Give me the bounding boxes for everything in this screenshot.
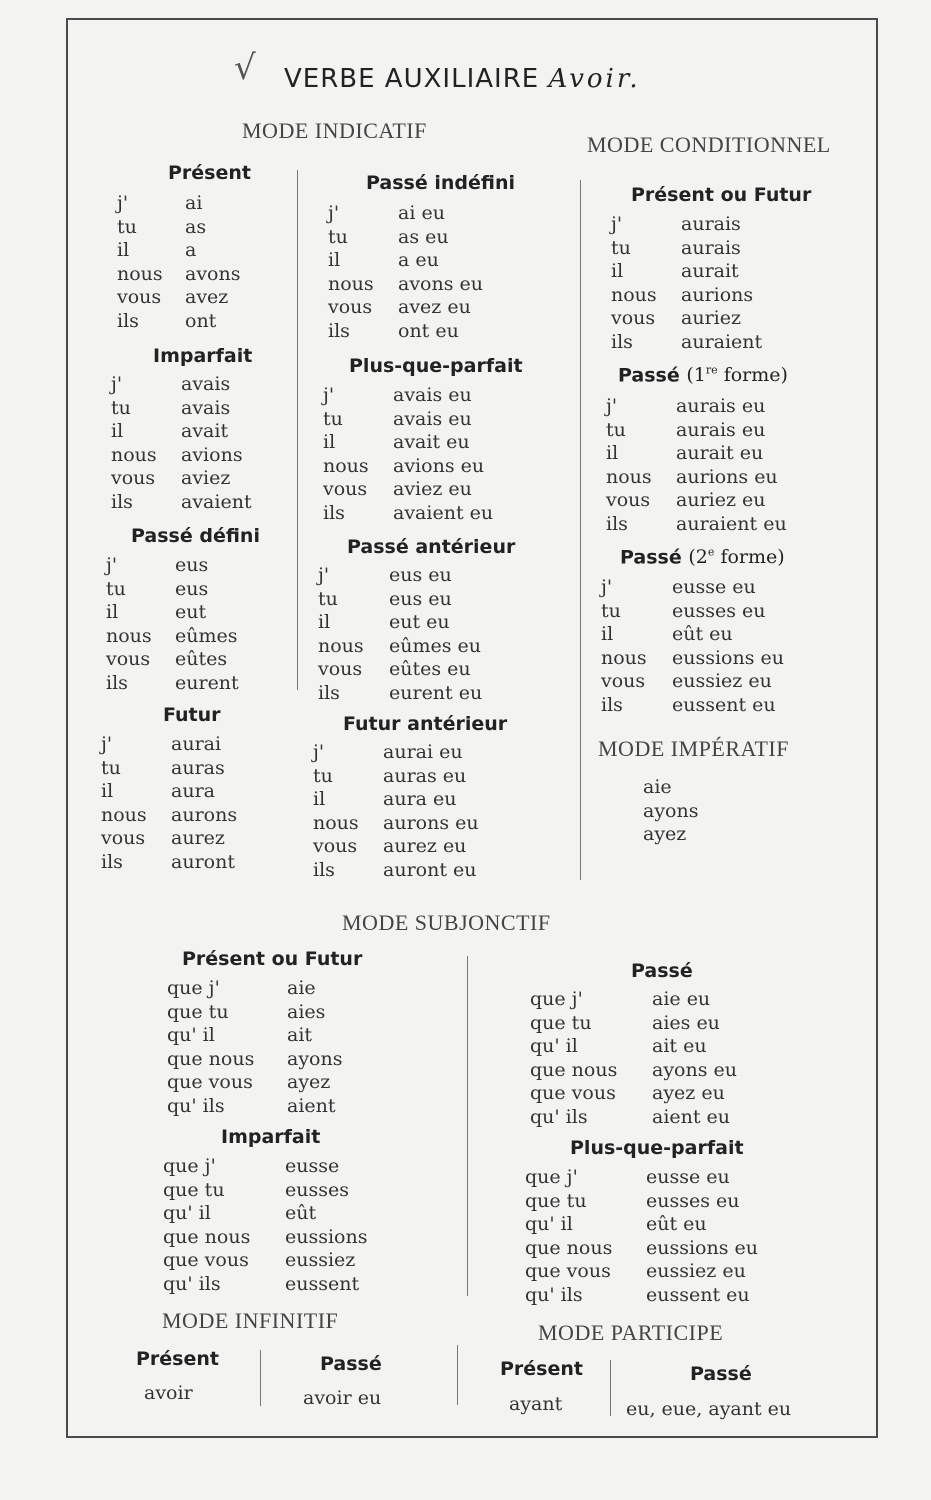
pronoun: tu — [117, 215, 137, 238]
verb-form: avais — [181, 373, 231, 395]
verb-form: eusse — [285, 1155, 340, 1177]
pronoun: que vous — [167, 1071, 253, 1093]
verb-form: eûtes eu — [389, 658, 471, 680]
tense-form-label: (1re forme) — [686, 364, 788, 387]
pronoun: tu — [101, 756, 121, 779]
pronoun: que j' — [167, 977, 220, 999]
divider — [580, 180, 581, 880]
verb-form: avions eu — [393, 454, 485, 477]
tense-cond-passe2 — [620, 546, 785, 568]
tense-plus-que-parfait: Plus-que-parfait — [349, 355, 523, 377]
pronoun: nous — [101, 803, 147, 826]
verb-form: avais eu — [393, 384, 472, 406]
pronoun: vous — [601, 670, 646, 692]
mode-subjonctif: MODE SUBJONCTIF — [342, 910, 551, 935]
verb-form: ont eu — [398, 319, 459, 342]
tense-subj-imparfait: Imparfait — [221, 1126, 321, 1148]
verb-form: aurions eu — [676, 465, 778, 488]
verb-form: eussiez eu — [672, 670, 772, 692]
pronoun: que nous — [163, 1225, 251, 1248]
pronoun: que j' — [163, 1155, 216, 1177]
verb-form: avons — [185, 262, 241, 285]
verb-form: aies — [287, 1000, 326, 1023]
pronoun: nous — [318, 634, 364, 657]
pronoun: vous — [117, 286, 162, 308]
verb-form: avions — [181, 443, 243, 466]
title-text: VERBE AUXILIAIRE — [284, 64, 540, 94]
pronoun: il — [601, 623, 614, 645]
verb-form: eussent eu — [646, 1283, 750, 1306]
pronoun: ils — [117, 309, 139, 332]
pronoun: tu — [111, 396, 131, 419]
pronoun: j' — [323, 384, 335, 406]
verb-form: eut eu — [389, 611, 450, 633]
verb-form: ayez — [287, 1071, 331, 1093]
pronoun: il — [606, 442, 619, 464]
verb-form: eussiez — [285, 1249, 356, 1271]
tense-subj-passe: Passé — [631, 960, 693, 982]
verb-form: aie — [287, 977, 316, 999]
pronoun: nous — [611, 283, 657, 306]
verb-form: aient — [287, 1094, 336, 1117]
pronoun: vous — [313, 835, 358, 857]
verb-form: eusse eu — [672, 576, 756, 598]
verb-form: eurent — [175, 671, 239, 694]
pronoun: il — [328, 249, 341, 271]
pronoun: que tu — [163, 1178, 225, 1201]
pronoun: que tu — [530, 1011, 592, 1034]
verb-form: aurez — [171, 827, 225, 849]
verb-form: a — [185, 239, 197, 261]
pronoun: vous — [106, 648, 151, 670]
verb-form: auriez — [681, 307, 741, 329]
tense-part-present: Présent — [500, 1358, 583, 1380]
verb-form: eussions eu — [672, 646, 785, 669]
divider — [260, 1350, 261, 1406]
pronoun: j' — [606, 395, 618, 417]
pronoun: ils — [323, 501, 345, 524]
verb-form: aviez — [181, 467, 231, 489]
verb-form: aurais eu — [676, 418, 766, 441]
mode-infinitif: MODE INFINITIF — [162, 1308, 339, 1333]
verb-form: ai — [185, 192, 203, 214]
verb-form: auriez eu — [676, 489, 766, 511]
pronoun: j' — [106, 554, 118, 576]
verb-form: aurez eu — [383, 835, 467, 857]
verb-form: eus — [175, 554, 209, 576]
pronoun: que vous — [525, 1260, 611, 1282]
verb-form: aurait — [681, 260, 739, 282]
tense-cond-passe1 — [618, 364, 788, 386]
verb-form: aurai eu — [383, 741, 463, 763]
pronoun: ils — [601, 693, 623, 716]
divider — [457, 1345, 458, 1405]
pronoun: nous — [606, 465, 652, 488]
verb-form: eussent — [285, 1272, 360, 1295]
verb-form: ont — [185, 309, 217, 332]
verb-form: aurait eu — [676, 442, 764, 464]
pronoun: tu — [318, 587, 338, 610]
pronoun: nous — [328, 272, 374, 295]
verb-form: eûmes eu — [389, 634, 482, 657]
tense-label: Passé — [618, 364, 680, 387]
pronoun: que tu — [525, 1189, 587, 1212]
pronoun: vous — [323, 478, 368, 500]
verb-form: aurons eu — [383, 811, 479, 834]
pronoun: que nous — [525, 1236, 613, 1259]
pronoun: vous — [606, 489, 651, 511]
pronoun: que j' — [530, 988, 583, 1010]
verb-form: a eu — [398, 249, 439, 271]
tense-form-label: (2e forme) — [688, 546, 785, 569]
tense-futur: Futur — [163, 704, 221, 726]
pronoun: qu' ils — [163, 1272, 221, 1295]
participe-passe: eu, eue, ayant eu — [626, 1398, 792, 1420]
pronoun: il — [611, 260, 624, 282]
verb-form: aurais eu — [676, 395, 766, 417]
tense-label: Passé — [620, 546, 682, 569]
pronoun: qu' ils — [530, 1105, 588, 1128]
pronoun: qu' ils — [167, 1094, 225, 1117]
verb-form: eussiez eu — [646, 1260, 746, 1282]
pronoun: tu — [328, 225, 348, 248]
verb-form: eusses eu — [672, 599, 766, 622]
verb-form: eusse eu — [646, 1166, 730, 1188]
pronoun: j' — [328, 202, 340, 224]
pronoun: nous — [323, 454, 369, 477]
tense-subj-present: Présent ou Futur — [182, 948, 363, 970]
pronoun: j' — [318, 564, 330, 586]
verb-form: eus eu — [389, 587, 452, 610]
imperatif-list — [643, 776, 699, 847]
pronoun: vous — [101, 827, 146, 849]
verb-form: auront eu — [383, 858, 477, 881]
pronoun: qu' il — [530, 1035, 578, 1057]
pronoun: il — [323, 431, 336, 453]
verb-form: avais eu — [393, 407, 472, 430]
tense-present: Présent — [168, 162, 251, 184]
pronoun: ils — [611, 330, 633, 353]
pronoun: j' — [117, 192, 129, 214]
verb-form: eus — [175, 577, 209, 600]
tense-inf-passe: Passé — [320, 1353, 382, 1375]
verb-form: eussions eu — [646, 1236, 759, 1259]
verb-form: aie eu — [652, 988, 711, 1010]
imperatif-item: ayez — [643, 823, 687, 845]
verb-form: as — [185, 215, 207, 238]
pronoun: nous — [106, 624, 152, 647]
pronoun: il — [111, 420, 124, 442]
infinitif-passe: avoir eu — [303, 1387, 382, 1409]
pronoun: tu — [106, 577, 126, 600]
check-mark-icon: √ — [234, 48, 256, 88]
verb-form: ayez eu — [652, 1082, 725, 1104]
pronoun: que vous — [530, 1082, 616, 1104]
verb-form: auraient eu — [676, 512, 787, 535]
verb-form: ait — [287, 1024, 313, 1046]
tense-passe-defini: Passé défini — [131, 525, 260, 547]
divider — [297, 170, 298, 690]
pronoun: il — [313, 788, 326, 810]
pronoun: qu' il — [525, 1213, 573, 1235]
pronoun: ils — [606, 512, 628, 535]
verb-form: eus eu — [389, 564, 452, 586]
pronoun: qu' ils — [525, 1283, 583, 1306]
verb-form: avais — [181, 396, 231, 419]
verb-form: avez — [185, 286, 229, 308]
pronoun: ils — [313, 858, 335, 881]
verb-form: eussions — [285, 1225, 368, 1248]
verb-form: aura — [171, 780, 215, 802]
pronoun: tu — [601, 599, 621, 622]
tense-subj-plus-que-parfait: Plus-que-parfait — [570, 1137, 744, 1159]
verb-form: eûmes — [175, 624, 238, 647]
verb-form: eût eu — [672, 623, 733, 645]
pronoun: vous — [318, 658, 363, 680]
verb-form: aurais — [681, 213, 741, 235]
verb-form: aura eu — [383, 788, 457, 810]
verb-form: aurai — [171, 733, 222, 755]
page-title — [284, 64, 641, 94]
tense-part-passe: Passé — [690, 1363, 752, 1385]
verb-form: aviez eu — [393, 478, 472, 500]
pronoun: nous — [111, 443, 157, 466]
pronoun: vous — [111, 467, 156, 489]
verb-form: eût eu — [646, 1213, 707, 1235]
pronoun: j' — [111, 373, 123, 395]
pronoun: il — [101, 780, 114, 802]
verb-form: avait eu — [393, 431, 470, 453]
pronoun: que tu — [167, 1000, 229, 1023]
pronoun: tu — [611, 236, 631, 259]
tense-inf-present: Présent — [136, 1348, 219, 1370]
participe-present: ayant — [509, 1393, 563, 1415]
verb-form: eussent eu — [672, 693, 776, 716]
verb-form: ayons — [287, 1047, 343, 1070]
verb-form: as eu — [398, 225, 449, 248]
pronoun: j' — [101, 733, 113, 755]
verb-form: eut — [175, 601, 207, 623]
mode-conditionnel: MODE CONDITIONNEL — [587, 132, 831, 157]
divider — [467, 956, 468, 1296]
pronoun: ils — [328, 319, 350, 342]
verb-form: aurons — [171, 803, 238, 826]
verb-form: aurais — [681, 236, 741, 259]
verb-form: eusses eu — [646, 1189, 740, 1212]
pronoun: tu — [313, 764, 333, 787]
pronoun: nous — [601, 646, 647, 669]
imperatif-item: aie — [643, 776, 672, 798]
divider — [610, 1360, 611, 1416]
pronoun: j' — [611, 213, 623, 235]
verb-form: avaient — [181, 490, 252, 513]
pronoun: vous — [328, 296, 373, 318]
verb-form: auras eu — [383, 764, 467, 787]
tense-passe-indefini: Passé indéfini — [366, 172, 516, 194]
pronoun: il — [318, 611, 331, 633]
pronoun: j' — [601, 576, 613, 598]
verb-form: eurent eu — [389, 681, 483, 704]
pronoun: ils — [111, 490, 133, 513]
verb-form: ait eu — [652, 1035, 707, 1057]
pronoun: j' — [313, 741, 325, 763]
verb-form: ai eu — [398, 202, 445, 224]
pronoun: que j' — [525, 1166, 578, 1188]
pronoun: ils — [106, 671, 128, 694]
verb-form: avez eu — [398, 296, 471, 318]
pronoun: que nous — [530, 1058, 618, 1081]
verb-form: avaient eu — [393, 501, 494, 524]
pronoun: vous — [611, 307, 656, 329]
infinitif-present: avoir — [144, 1382, 193, 1404]
verb-form: avait — [181, 420, 229, 442]
verb-form: auront — [171, 850, 235, 873]
pronoun: tu — [606, 418, 626, 441]
pronoun: qu' il — [167, 1024, 215, 1046]
pronoun: il — [106, 601, 119, 623]
tense-imparfait: Imparfait — [153, 345, 253, 367]
mode-imperatif: MODE IMPÉRATIF — [598, 736, 789, 761]
pronoun: il — [117, 239, 130, 261]
pronoun: ils — [101, 850, 123, 873]
verb-form: eusses — [285, 1178, 349, 1201]
pronoun: tu — [323, 407, 343, 430]
tense-cond-present: Présent ou Futur — [631, 184, 812, 206]
pronoun: qu' il — [163, 1202, 211, 1224]
pronoun: nous — [117, 262, 163, 285]
imperatif-item: ayons — [643, 799, 699, 822]
pronoun: que vous — [163, 1249, 249, 1271]
verb-form: eûtes — [175, 648, 228, 670]
pronoun: ils — [318, 681, 340, 704]
verb-form: aurions — [681, 283, 754, 306]
verb-form: auraient — [681, 330, 763, 353]
verb-form: eût — [285, 1202, 317, 1224]
tense-futur-anterieur: Futur antérieur — [343, 713, 508, 735]
title-verb: Avoir. — [548, 64, 641, 94]
verb-form: ayons eu — [652, 1058, 738, 1081]
pronoun: que nous — [167, 1047, 255, 1070]
pronoun: nous — [313, 811, 359, 834]
mode-participe: MODE PARTICIPE — [538, 1320, 724, 1345]
verb-form: avons eu — [398, 272, 484, 295]
verb-form: auras — [171, 756, 225, 779]
verb-form: aient eu — [652, 1105, 731, 1128]
mode-indicatif: MODE INDICATIF — [242, 118, 427, 143]
verb-form: aies eu — [652, 1011, 720, 1034]
tense-passe-anterieur: Passé antérieur — [347, 536, 516, 558]
